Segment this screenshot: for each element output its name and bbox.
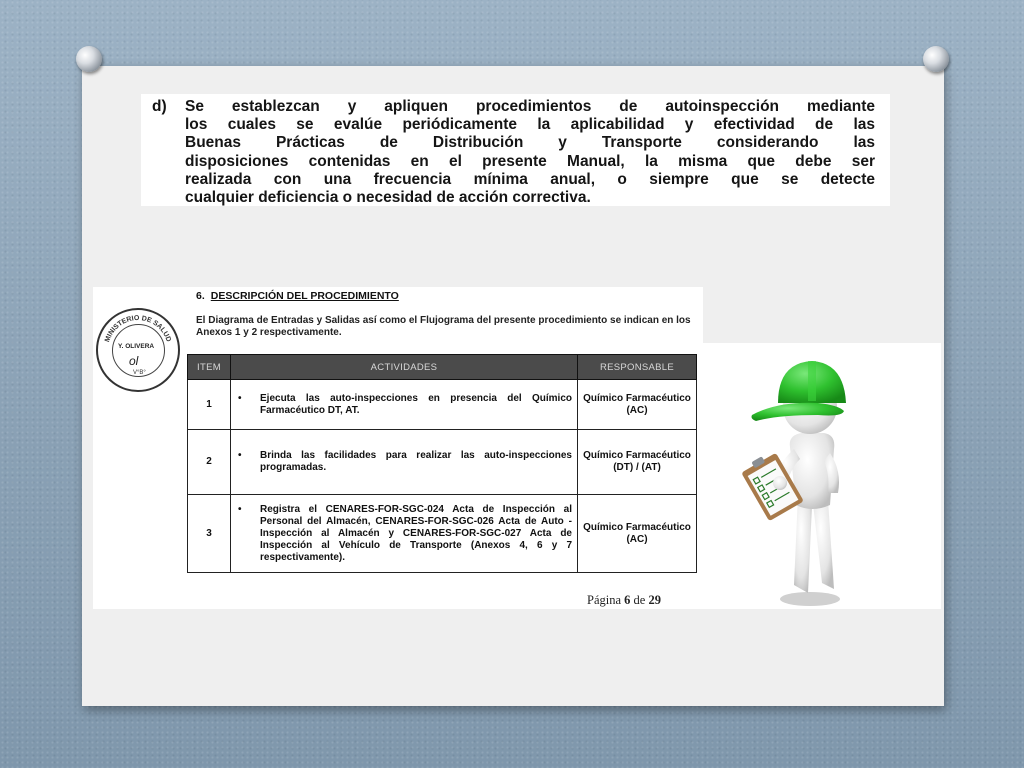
quote-line: disposiciones contenidas en el presente Manual, la misma que debe ser — [185, 152, 875, 170]
seal-name: Y. OLIVERA — [118, 343, 155, 350]
section-heading: DESCRIPCIÓN DEL PROCEDIMIENTO — [210, 290, 399, 302]
quote-line: Buenas Prácticas de Distribución y Transporte considerando las — [185, 134, 875, 152]
row-item: 1 — [188, 380, 231, 430]
page-label: Página — [587, 593, 622, 607]
row-activity — [231, 495, 578, 573]
page-of: de — [633, 593, 646, 607]
page-total: 29 — [648, 593, 661, 607]
row-responsible: Químico Farmacéutico (AC) — [578, 495, 697, 573]
table-row — [188, 495, 697, 573]
activity-text: Registra el CENARES-FOR-SGC-024 Acta de Inspección al Personal del Almacén, CENARES-FOR-SGC-026 Acta de Auto - Inspección al Almacén y CENARES-FOR-SGC-027 Acta de Inspección al Vehículo de Transporte (Anexos 4, 6 y 7 respectivamente). — [260, 503, 572, 563]
bullet: • — [238, 503, 242, 515]
bullet: • — [238, 392, 242, 404]
row-activity — [231, 380, 578, 430]
header-activities: ACTIVIDADES — [231, 355, 578, 380]
procedure-table — [187, 354, 697, 573]
section-title — [196, 290, 399, 302]
seal-signature: ol — [129, 354, 139, 368]
section-paragraph: El Diagrama de Entradas y Salidas así como el Flujograma del presente procedimiento se indican en los Anexos 1 y 2 respectivamente. — [196, 315, 691, 338]
pushpin-icon — [923, 46, 949, 72]
table-row — [188, 380, 697, 430]
table-row — [188, 430, 697, 495]
pushpin-icon — [76, 46, 102, 72]
official-seal — [96, 308, 180, 392]
row-item: 2 — [188, 430, 231, 495]
header-responsible: RESPONSABLE — [578, 355, 697, 380]
quote-line: realizada con una frecuencia mínima anual, o siempre que se detecte — [185, 170, 875, 188]
bullet: • — [238, 450, 242, 461]
quote-line: cualquier deficiencia o necesidad de acción correctiva. — [185, 189, 591, 207]
quote-excerpt — [141, 94, 890, 206]
svg-text:MINISTERIO DE SALUD: MINISTERIO DE SALUD — [104, 314, 172, 344]
row-responsible: Químico Farmacéutico (DT) / (AT) — [578, 430, 697, 495]
row-item: 3 — [188, 495, 231, 573]
page-current: 6 — [624, 593, 631, 607]
quote-text — [185, 98, 875, 207]
page-number — [587, 593, 661, 608]
activity-text: Brinda las facilidades para realizar las auto-inspecciones programadas. — [260, 450, 572, 473]
quote-letter: d) — [152, 98, 167, 115]
inspector-figure-illustration — [738, 345, 848, 610]
seal-vb: V°B° — [133, 370, 146, 376]
row-responsible: Químico Farmacéutico (AC) — [578, 380, 697, 430]
row-activity — [231, 430, 578, 495]
quote-line: los cuales se evalúe periódicamente la aplicabilidad y efectividad de las — [185, 116, 875, 134]
activity-text: Ejecuta las auto-inspecciones en presencia del Químico Farmacéutico DT, AT. — [260, 392, 572, 416]
section-number: 6. — [196, 290, 205, 302]
header-item: ITEM — [188, 355, 231, 380]
table-header-row — [188, 355, 697, 380]
quote-line: Se establezcan y apliquen procedimientos de autoinspección mediante — [185, 98, 875, 115]
